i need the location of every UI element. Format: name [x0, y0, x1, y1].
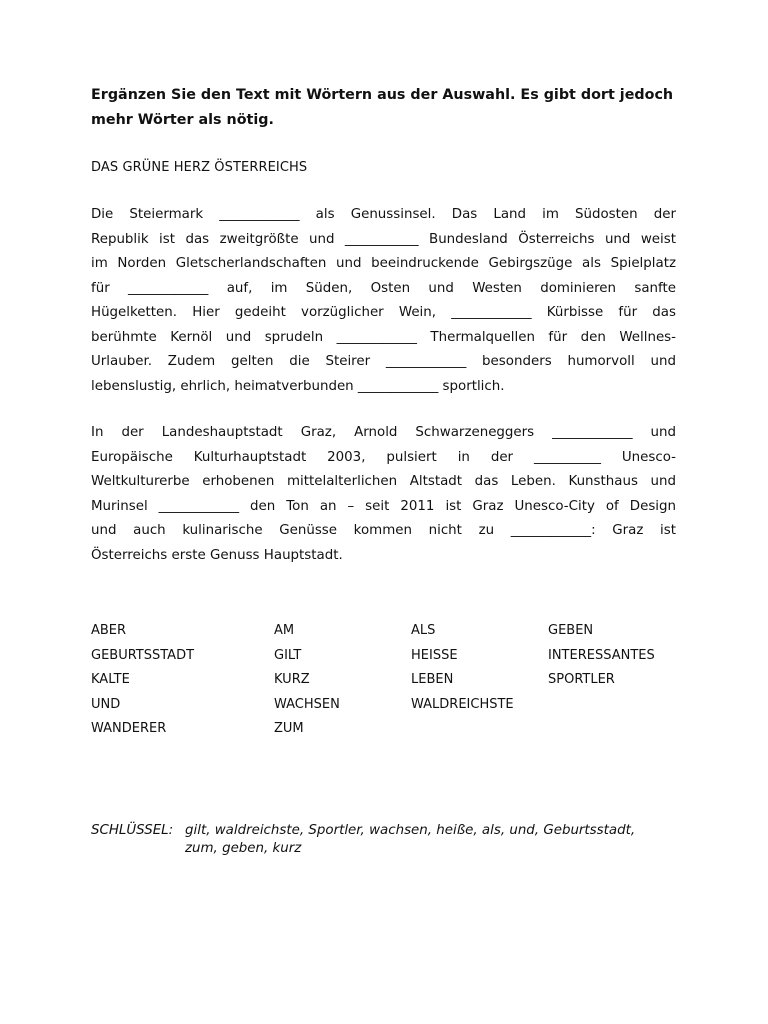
- page-title: DAS GRÜNE HERZ ÖSTERREICHS: [91, 160, 308, 175]
- word-bank-item: SPORTLER: [548, 672, 615, 687]
- answer-key-text: [185, 822, 675, 857]
- word-bank-item: ZUM: [274, 721, 304, 736]
- word-bank: [91, 619, 681, 742]
- answer-key: [91, 822, 681, 857]
- paragraph-1-line: im Norden Gletscherlandschaften und beeindruckende Gebirgszüge als Spielplatz: [91, 256, 676, 271]
- answer-key-label: SCHLÜSSEL:: [91, 823, 174, 838]
- word-bank-item: LEBEN: [411, 672, 454, 687]
- word-bank-item: [548, 717, 681, 742]
- paragraph-2: [91, 421, 676, 568]
- word-bank-item: GILT: [274, 647, 302, 663]
- word-bank-item: UND: [91, 696, 121, 712]
- paragraph-2-line: In der Landeshauptstadt Graz, Arnold Schwarzeneggers ____________ und: [91, 425, 676, 440]
- paragraph-1-line: Republik ist das zweitgrößte und ___________ Bundesland Österreichs und weist: [91, 231, 676, 247]
- paragraph-1-line: Hügelketten. Hier gedeiht vorzüglicher Wein, ____________ Kürbisse für das: [91, 305, 676, 320]
- word-bank-item: AM: [274, 623, 295, 638]
- word-bank-item: ALS: [411, 623, 436, 638]
- word-bank-row: [91, 693, 681, 718]
- word-bank-item: WACHSEN: [274, 696, 340, 712]
- document-page: [91, 0, 676, 1024]
- paragraph-2-line: und auch kulinarische Genüsse kommen nicht zu ____________: Graz ist: [91, 523, 676, 538]
- word-bank-item: [548, 693, 681, 718]
- word-bank-item: INTERESSANTES: [548, 647, 655, 663]
- word-bank-item: WANDERER: [91, 721, 167, 736]
- word-bank-row: [91, 668, 681, 693]
- word-bank-item: HEISSE: [411, 647, 458, 663]
- word-bank-row: [91, 644, 681, 669]
- word-bank-row: [91, 619, 681, 644]
- word-bank-item: KALTE: [91, 672, 130, 687]
- paragraph-1-line: Die Steiermark ____________ als Genussinsel. Das Land im Südosten der: [91, 207, 676, 222]
- word-bank-item: GEBEN: [548, 623, 594, 638]
- paragraph-1: [91, 203, 676, 399]
- word-bank-row: [91, 717, 681, 742]
- paragraph-1-line: berühmte Kernöl und sprudeln ____________ Thermalquellen für den Wellnes-: [91, 329, 676, 345]
- word-bank-item: WALDREICHSTE: [411, 696, 514, 712]
- paragraph-2-line: Österreichs erste Genuss Hauptstadt.: [91, 547, 343, 563]
- paragraph-2-line: Europäische Kulturhauptstadt 2003, pulsiert in der __________ Unesco-: [91, 449, 676, 465]
- instruction-text: Ergänzen Sie den Text mit Wörtern aus der Auswahl. Es gibt dort jedoch mehr Wörter als nötig.: [91, 87, 674, 128]
- word-bank-item: KURZ: [274, 672, 310, 687]
- word-bank-item: ABER: [91, 623, 127, 638]
- paragraph-1-line: für ____________ auf, im Süden, Osten und Westen dominieren sanfte: [91, 280, 676, 296]
- word-bank-item: [411, 717, 548, 742]
- paragraph-1-line: Urlauber. Zudem gelten die Steirer ____________ besonders humorvoll und: [91, 354, 676, 369]
- paragraph-2-line: Weltkulturerbe erhobenen mittelalterlichen Altstadt das Leben. Kunsthaus und: [91, 474, 676, 489]
- paragraph-2-line: Murinsel ____________ den Ton an – seit 2011 ist Graz Unesco-City of Design: [91, 498, 676, 514]
- word-bank-item: GEBURTSSTADT: [91, 647, 195, 663]
- answer-key-line-1: gilt, waldreichste, Sportler, wachsen, heiße, als, und, Geburtsstadt,: [185, 823, 636, 838]
- answer-key-line-2: zum, geben, kurz: [185, 840, 302, 856]
- paragraph-1-line: lebenslustig, ehrlich, heimatverbunden ____________ sportlich.: [91, 378, 505, 394]
